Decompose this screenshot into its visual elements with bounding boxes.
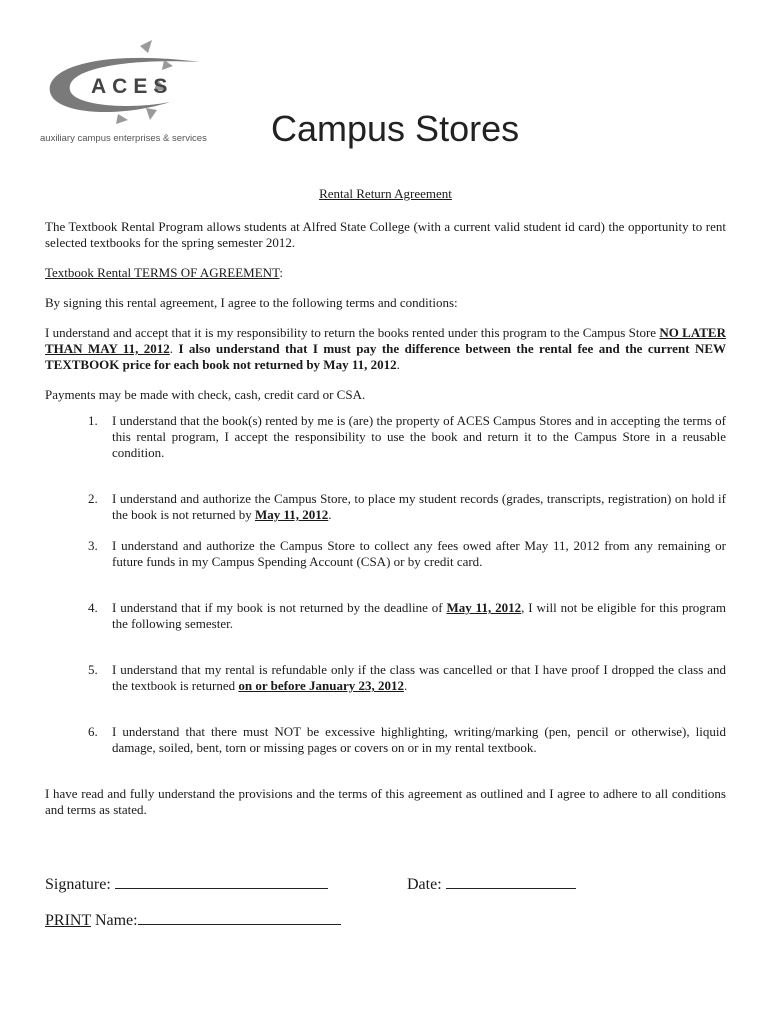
list-item-date: on or before January 23, 2012 xyxy=(238,678,404,693)
page-title: Campus Stores xyxy=(271,108,520,149)
closing-paragraph: I have read and fully understand the provisions and the terms of this agreement as outlined and I agree to adhere to all conditions and terms as stated. xyxy=(45,786,726,817)
terms-heading-colon: : xyxy=(279,265,283,280)
list-item-text: I understand that if my book is not returned by the deadline of xyxy=(112,600,447,615)
deadline-emphasis: NO LATER THAN MAY 11, 2012 xyxy=(45,325,726,356)
signature-row xyxy=(45,874,328,894)
agreement-subtitle xyxy=(45,186,726,202)
aces-logo-word: ACES xyxy=(91,75,174,98)
signature-field[interactable] xyxy=(115,874,328,889)
list-item-text: I understand that my rental is refundable only if the class was cancelled or that I have proof I dropped the class and the textbook is returned xyxy=(112,662,726,693)
print-name-field[interactable] xyxy=(138,910,341,925)
list-item-number: 5. xyxy=(88,662,98,677)
date-row xyxy=(407,874,576,894)
responsibility-separator: . xyxy=(169,341,179,356)
aces-logo xyxy=(40,40,220,150)
list-item-text: I understand that the book(s) rented by me is (are) the property of ACES Campus Stores and in accepting the terms of this rental program, I accept the responsibility to use the book and return it to the Campus Store in a reusable condition. xyxy=(112,413,726,460)
signing-paragraph: By signing this rental agreement, I agree to the following terms and conditions: xyxy=(45,295,458,310)
list-item-number: 1. xyxy=(88,413,98,428)
list-item xyxy=(45,413,726,461)
list-item-number: 2. xyxy=(88,491,98,506)
terms-list xyxy=(45,413,726,756)
list-item-period: . xyxy=(404,678,408,693)
signature-label: Signature: xyxy=(45,876,115,893)
list-item xyxy=(45,538,726,570)
list-item-period: . xyxy=(328,507,332,522)
date-label: Date: xyxy=(407,876,446,893)
list-item xyxy=(45,662,726,694)
print-label: PRINT xyxy=(45,912,91,929)
print-name-row xyxy=(45,910,341,930)
payments-paragraph: Payments may be made with check, cash, credit card or CSA. xyxy=(45,387,366,402)
list-item-number: 6. xyxy=(88,724,98,739)
responsibility-paragraph xyxy=(45,325,726,373)
intro-paragraph: The Textbook Rental Program allows students at Alfred State College (with a current valid student id card) the opportunity to rent selected textbooks for the spring semester 2012. xyxy=(45,219,726,250)
list-item xyxy=(45,724,726,756)
list-item xyxy=(45,600,726,632)
agreement-body xyxy=(45,186,726,818)
list-item-date: May 11, 2012 xyxy=(254,507,329,522)
agreement-subtitle-text: Rental Return Agreement xyxy=(319,186,452,201)
list-item-text: I understand and authorize the Campus Store to collect any fees owed after May 11, 2012 from any remaining or future funds in my Campus Spending Account (CSA) or by credit card. xyxy=(112,538,726,569)
list-item-number: 3. xyxy=(88,538,98,553)
responsibility-text: I understand and accept that it is my responsibility to return the books rented under this program to the Campus Store xyxy=(45,325,660,340)
terms-heading xyxy=(45,265,726,281)
name-label: Name: xyxy=(90,912,138,929)
responsibility-period: . xyxy=(396,357,400,372)
list-item-text: I understand and authorize the Campus Store, to place my student records (grades, transcripts, registration) on hold if the book is not returned by xyxy=(112,491,726,522)
list-item-date: May 11, 2012 xyxy=(446,600,522,615)
terms-heading-text: Textbook Rental TERMS OF AGREEMENT xyxy=(45,265,280,280)
list-item xyxy=(45,491,726,523)
date-field[interactable] xyxy=(446,874,576,889)
aces-logo-tagline: auxiliary campus enterprises & services xyxy=(40,133,207,144)
price-difference-emphasis: I also understand that I must pay the difference between the rental fee and the current NEW TEXTBOOK price for each book not returned by May 11, 2012 xyxy=(45,341,727,372)
list-item-text: I understand that there must NOT be excessive highlighting, writing/marking (pen, pencil or otherwise), liquid damage, soiled, bent, torn or missing pages or covers on or in my rental textbook. xyxy=(112,724,726,755)
list-item-text-end: , I will not be eligible for this program the following semester. xyxy=(112,600,726,631)
list-item-number: 4. xyxy=(88,600,98,615)
